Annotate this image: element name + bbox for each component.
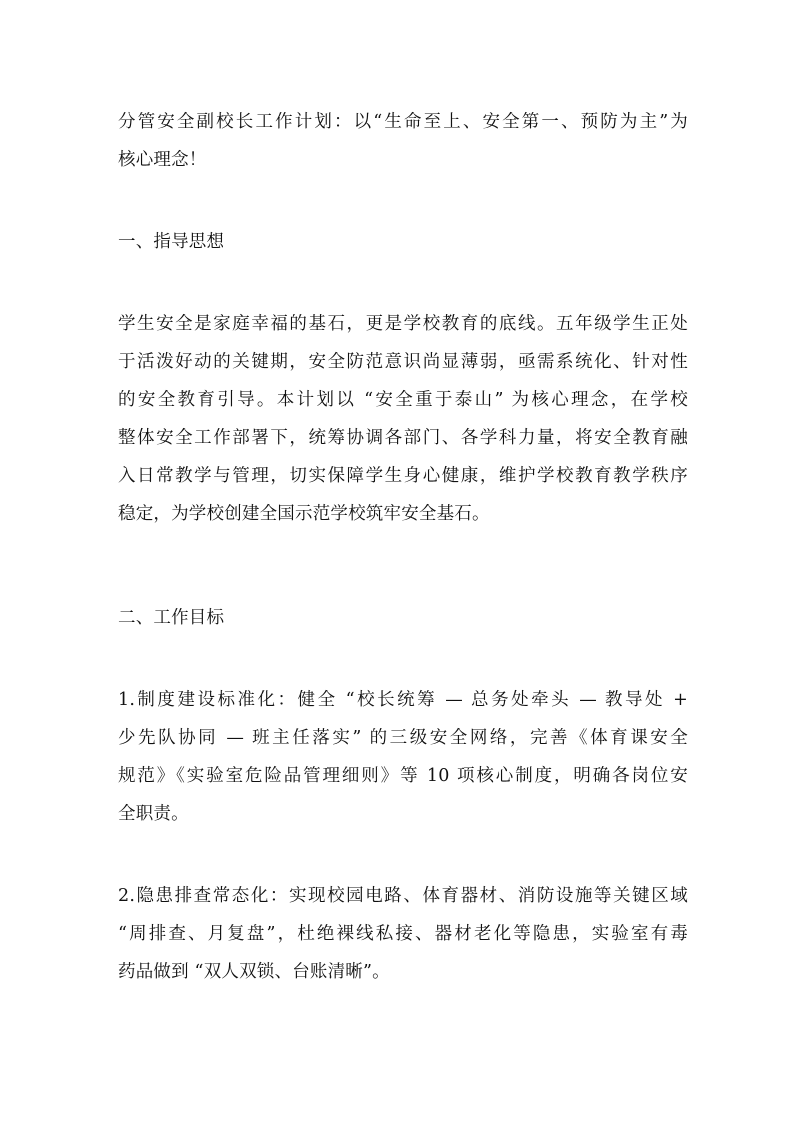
goal-1-line: 全职责。 bbox=[118, 804, 189, 824]
paragraph-line: 稳定，为学校创建全国示范学校筑牢安全基石。 bbox=[118, 504, 490, 524]
title-line-2: 核心理念！ bbox=[118, 150, 207, 170]
paragraph-line: 的安全教育引导。本计划以 “安全重于泰山” 为核心理念，在学校 bbox=[118, 390, 688, 410]
paragraph-line: 整体安全工作部署下，统筹协调各部门、各学科力量，将安全教育融 bbox=[118, 428, 688, 448]
goal-2-line: 药品做到 “双人双锁、台账清晰”。 bbox=[118, 962, 390, 982]
goal-1-line: 少先队协同 — 班主任落实” 的三级安全网络，完善《体育课安全 bbox=[118, 728, 688, 748]
section-heading-work-goals: 二、工作目标 bbox=[118, 608, 225, 628]
paragraph-line: 入日常教学与管理，切实保障学生身心健康，维护学校教育教学秩序 bbox=[118, 466, 688, 486]
goal-2-line: “周排查、月复盘”，杜绝裸线私接、器材老化等隐患，实验室有毒 bbox=[118, 924, 688, 944]
section-heading-guiding-ideology: 一、指导思想 bbox=[118, 232, 225, 252]
goal-2-line: 2.隐患排查常态化：实现校园电路、体育器材、消防设施等关键区域 bbox=[118, 886, 688, 906]
paragraph-line: 学生安全是家庭幸福的基石，更是学校教育的底线。五年级学生正处 bbox=[118, 314, 688, 334]
goal-1-line: 1.制度建设标准化：健全 “校长统筹 — 总务处牵头 — 教导处 + bbox=[118, 690, 688, 710]
title-line-1: 分管安全副校长工作计划：以“生命至上、安全第一、预防为主”为 bbox=[118, 112, 688, 132]
goal-1-line: 规范》《实验室危险品管理细则》等 10 项核心制度，明确各岗位安 bbox=[118, 766, 688, 786]
paragraph-line: 于活泼好动的关键期，安全防范意识尚显薄弱，亟需系统化、针对性 bbox=[118, 352, 688, 372]
